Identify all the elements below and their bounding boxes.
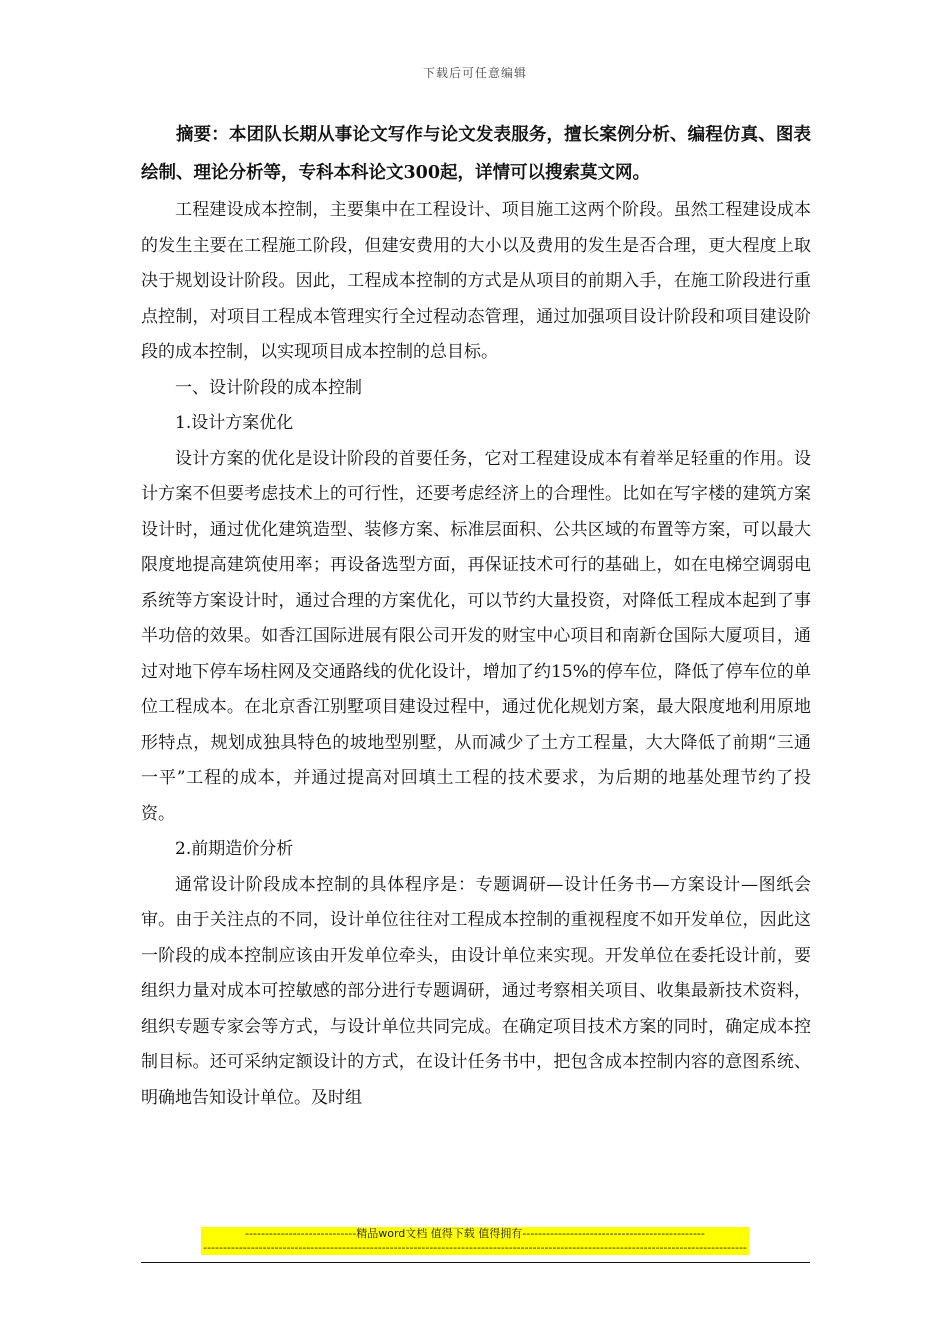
footer-banner [201, 1227, 749, 1255]
subsection-heading-2: 2.前期造价分析 [175, 839, 294, 859]
footer-banner-line-1: ----------------------------精品word文档 值得下载 值得拥有---------------------------------------------- [245, 1227, 705, 1240]
subsection-heading-1: 1.设计方案优化 [175, 413, 294, 433]
intro-paragraph: 工程建设成本控制，主要集中在工程设计、项目施工这两个阶段。虽然工程建设成本的发生主要在工程施工阶段，但建安费用的大小以及费用的发生是否合理，更大程度上取决于规划设计阶段。因此，工程成本控制的方式是从项目的前期入手，在施工阶段进行重点控制，对项目工程成本管理实行全过程动态管理，通过加强项目设计阶段和项目建设阶段的成本控制，以实现项目成本控制的总目标。 [141, 200, 811, 362]
page-header: 下载后可任意编辑 [422, 66, 527, 80]
document-body [141, 116, 811, 1116]
footer-banner-line-2: ----------------------------------------------------------------------------------------------------------------------------------------- [203, 1241, 747, 1254]
abstract-paragraph: 摘要：本团队长期从事论文写作与论文发表服务，擅长案例分析、编程仿真、图表绘制、理论分析等，专科本科论文300起，详情可以搜索莫文网。 [141, 125, 811, 183]
footer-divider [141, 1262, 810, 1263]
subsection-2-paragraph: 通常设计阶段成本控制的具体程序是：专题调研—设计任务书—方案设计—图纸会审。由于关注点的不同，设计单位往往对工程成本控制的重视程度不如开发单位，因此这一阶段的成本控制应该由开发单位牵头，由设计单位来实现。开发单位在委托设计前，要组织力量对成本可控敏感的部分进行专题调研，通过考察相关项目、收集最新技术资料，组织专题专家会等方式，与设计单位共同完成。在确定项目技术方案的同时，确定成本控制目标。还可采纳定额设计的方式，在设计任务书中，把包含成本控制内容的意图系统、明确地告知设计单位。及时组 [141, 874, 811, 1108]
section-heading: 一、设计阶段的成本控制 [175, 377, 362, 398]
subsection-1-paragraph: 设计方案的优化是设计阶段的首要任务，它对工程建设成本有着举足轻重的作用。设计方案不但要考虑技术上的可行性，还要考虑经济上的合理性。比如在写字楼的建筑方案设计时，通过优化建筑造型、装修方案、标准层面积、公共区域的布置等方案，可以最大限度地提高建筑使用率；再设备选型方面，再保证技术可行的基础上，如在电梯空调弱电系统等方案设计时，通过合理的方案优化，可以节约大量投资，对降低工程成本起到了事半功倍的效果。如香江国际进展有限公司开发的财宝中心项目和南新仓国际大厦项目，通过对地下停车场柱网及交通路线的优化设计，增加了约15%的停车位，降低了停车位的单位工程成本。在北京香江别墅项目建设过程中，通过优化规划方案，最大限度地利用原地形特点，规划成独具特色的坡地型别墅，从而减少了土方工程量，大大降低了前期“三通一平”工程的成本，并通过提高对回填土工程的技术要求，为后期的地基处理节约了投资。 [141, 448, 811, 824]
